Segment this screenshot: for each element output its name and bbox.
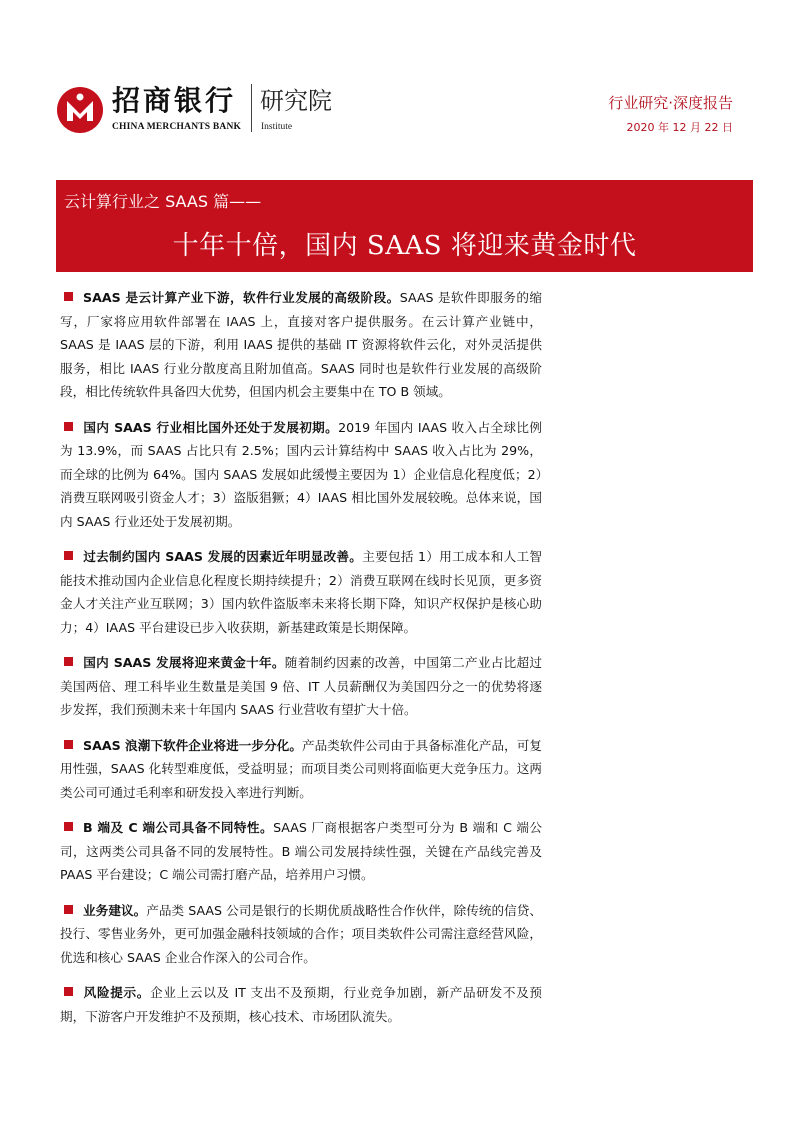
key-point-text: 主要包括 1）用工成本和人工智能技术推动国内企业信息化程度长期持续提升；2）消费互联网在线时长见顶，更多资金人才关注产业互联网；3）国内软件盗版率未来将长期下降，知识产权保护是核心助力；4）IAAS 平台建设已步入收获期，新基建政策是长期保障。	[60, 549, 542, 635]
square-bullet-icon	[64, 292, 73, 301]
institute-chinese-name: 研究院	[260, 87, 332, 115]
report-header	[0, 0, 793, 180]
square-bullet-icon	[64, 740, 73, 749]
key-point-heading: B 端及 C 端公司具备不同特性。	[83, 820, 274, 835]
key-point	[60, 651, 542, 722]
report-subtitle: 云计算行业之 SAAS 篇——	[64, 192, 262, 211]
key-point-text: 企业上云以及 IT 支出不及预期，行业竞争加剧，新产品研发不及预期，下游客户开发维护不及预期，核心技术、市场团队流失。	[60, 985, 543, 1024]
square-bullet-icon	[64, 657, 73, 666]
logo-divider	[251, 84, 252, 132]
key-point-text: 随着制约因素的改善，中国第二产业占比超过美国两倍、理工科毕业生数量是美国 9 倍、IT 人员薪酬仅为美国四分之一的优势将逐步发挥，我们预测未来十年国内 SAAS 行业营收有望扩大十倍。	[60, 655, 543, 717]
cmb-logo-icon	[56, 86, 104, 134]
key-point-heading: SAAS 浪潮下软件企业将进一步分化。	[83, 737, 302, 753]
key-point-heading: 国内 SAAS 发展将迎来黄金十年。	[83, 655, 285, 670]
key-point-heading: 风险提示。	[83, 985, 151, 1000]
institute-english-name: Institute	[261, 122, 293, 132]
report-date: 2020 年 12 月 22 日	[626, 121, 733, 134]
key-point-heading: 过去制约国内 SAAS 发展的因素近年明显改善。	[83, 549, 363, 564]
square-bullet-icon	[64, 551, 73, 560]
key-point-text: 2019 年国内 IAAS 收入占全球比例为 13.9%，而 SAAS 占比只有 2.5%；国内云计算结构中 SAAS 收入占比为 29%，而全球的比例为 64%。国内 SAAS 发展如此缓慢主要因为 1）企业信息化程度低；2）消费互联网吸引资金人才；3）盗版猖獗；4）IAAS 相比国外发展较晚。总体来说，国内 SAAS 行业还处于发展初期。	[60, 419, 542, 529]
key-point-heading: 国内 SAAS 行业相比国外还处于发展初期。	[83, 419, 339, 435]
key-points	[60, 286, 542, 1040]
logo-english-name: CHINA MERCHANTS BANK	[112, 122, 242, 132]
square-bullet-icon	[64, 987, 73, 996]
square-bullet-icon	[64, 422, 73, 431]
key-point	[60, 286, 542, 404]
key-point	[60, 816, 542, 887]
title-banner	[56, 180, 753, 272]
key-point	[60, 545, 542, 639]
key-point-text: SAAS 是软件即服务的缩写，厂家将应用软件部署在 IAAS 上，直接对客户提供服务。在云计算产业链中，SAAS 是 IAAS 层的下游，利用 IAAS 提供的基础 IT 资源将软件云化，对外灵活提供服务，相比 IAAS 行业分散度高且附加值高。SAAS 同时也是软件行业发展的高级阶段，相比传统软件具备四大优势，但国内机会主要集中在 TO B 领域。	[60, 290, 542, 399]
key-point-text: 产品类 SAAS 公司是银行的长期优质战略性合作伙伴，除传统的信贷、投行、零售业务外，更可加强金融科技领域的合作；项目类软件公司需注意经营风险，优选和核心 SAAS 企业合作深入的公司合作。	[60, 902, 543, 965]
key-point	[60, 899, 542, 970]
square-bullet-icon	[64, 905, 73, 914]
report-title: 十年十倍，国内 SAAS 将迎来黄金时代	[172, 231, 637, 261]
key-point-heading: 业务建议。	[83, 902, 147, 918]
key-point-text: 产品类软件公司由于具备标准化产品，可复用性强，SAAS 化转型难度低，受益明显；而项目类公司则将面临更大竞争压力。这两类公司可通过毛利率和研发投入率进行判断。	[60, 737, 543, 800]
square-bullet-icon	[64, 822, 73, 831]
logo-chinese-name: 招商银行	[112, 84, 237, 117]
key-point	[60, 981, 542, 1028]
key-point	[60, 416, 542, 534]
key-point	[60, 734, 542, 805]
report-type: 行业研究·深度报告	[608, 94, 733, 112]
key-point-heading: SAAS 是云计算产业下游，软件行业发展的高级阶段。	[83, 290, 400, 305]
key-point-text: SAAS 厂商根据客户类型可分为 B 端和 C 端公司，这两类公司具备不同的发展特性。B 端公司发展持续性强，关键在产品线完善及 PAAS 平台建设；C 端公司需打磨产品，培养用户习惯。	[60, 820, 542, 882]
